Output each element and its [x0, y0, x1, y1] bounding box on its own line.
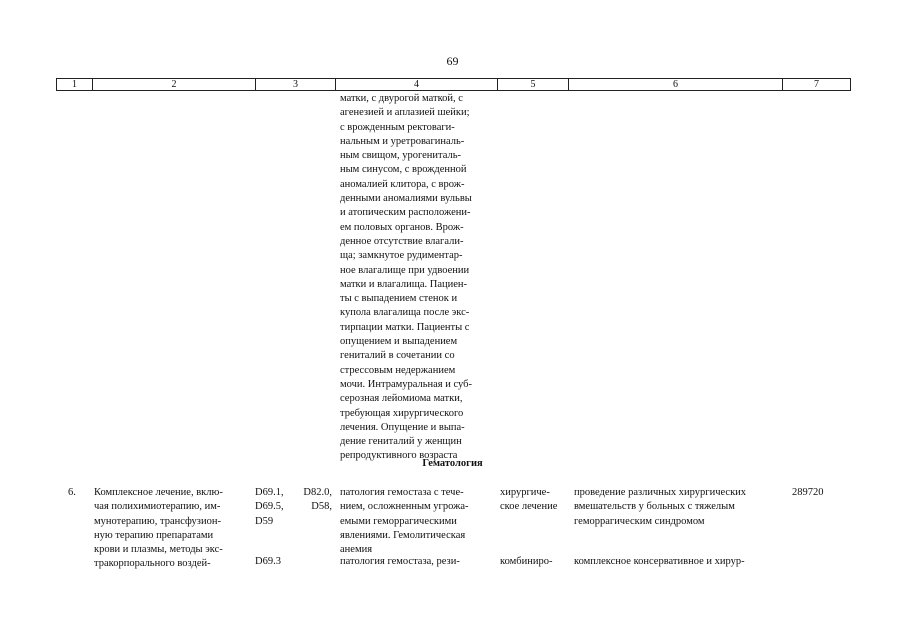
- text-line: матки, с двурогой маткой, с: [340, 93, 463, 104]
- text-line: ты с выпадением стенок и: [340, 293, 458, 305]
- text-line: ща; замкнутое рудиментар-: [340, 250, 463, 262]
- text-line: анемия: [340, 544, 373, 556]
- text-line: нием, осложненным угрожа-: [340, 501, 469, 513]
- text-line: аномалией клитора, с врож-: [340, 178, 465, 190]
- cost-value: 289720: [792, 487, 824, 498]
- text-line: матки и влагалища. Пациен-: [340, 278, 468, 290]
- text-line: гениталий в сочетании со: [340, 350, 455, 362]
- text-line: Комплексное лечение, вклю-: [94, 487, 223, 498]
- text-line: тирпации матки. Пациенты с: [340, 321, 470, 333]
- text-line: ным синусом, с врожденной: [340, 164, 467, 176]
- text-line: ное влагалище при удвоении: [340, 264, 470, 276]
- text-line: и атопическим расположени-: [340, 207, 471, 219]
- text-line: проведение различных хирургических: [574, 487, 747, 498]
- treatment-method-next: комплексное консервативное и хирур-: [574, 556, 745, 567]
- text-line: тракорпорального воздей-: [94, 558, 211, 570]
- header-col-4: 4: [336, 79, 498, 91]
- treatment-type: [500, 486, 570, 515]
- text-line: крови и плазмы, методы экс-: [94, 544, 223, 556]
- header-col-7: 7: [783, 79, 851, 91]
- header-col-1: 1: [57, 79, 93, 91]
- text-line: емыми геморрагическими: [340, 515, 457, 527]
- text-line: лечения. Опущение и выпа-: [340, 421, 465, 433]
- text-line: хирургиче-: [500, 487, 550, 498]
- text-line: купола влагалища после экс-: [340, 307, 470, 319]
- text-line: денными аномалиями вульвы: [340, 193, 472, 205]
- patient-model: [340, 486, 498, 557]
- text-line: мочи. Интрамуральная и суб-: [340, 378, 472, 390]
- icd-code: D58,: [311, 501, 332, 513]
- text-line: явлениями. Гемолитическая: [340, 529, 466, 541]
- text-line: мунотерапию, трансфузион-: [94, 515, 221, 527]
- text-line: агенезией и аплазией шейки;: [340, 107, 470, 119]
- text-line: требующая хирургического: [340, 407, 464, 419]
- patient-model-next: патология гемостаза, рези-: [340, 556, 460, 567]
- row-number: 6.: [68, 487, 76, 498]
- column-number-header: [56, 78, 851, 91]
- icd-code: D82.0,: [303, 487, 332, 498]
- text-line: патология гемостаза с тече-: [340, 487, 464, 498]
- text-line: чая полихимиотерапию, им-: [94, 501, 221, 513]
- text-line: опущением и выпадением: [340, 336, 458, 348]
- icd-code-next: D69.3: [255, 556, 281, 567]
- icd-codes-right: [290, 486, 332, 515]
- text-line: ную терапию препаратами: [94, 529, 214, 541]
- text-line: вмешательств у больных с тяжелым: [574, 501, 735, 513]
- continuation-col4: [340, 92, 498, 464]
- text-line: ным свищом, урогениталь-: [340, 150, 462, 162]
- text-line: ем половых органов. Врож-: [340, 221, 464, 233]
- header-col-3: 3: [256, 79, 336, 91]
- treatment-method: [574, 486, 772, 529]
- text-line: геморрагическим синдромом: [574, 515, 705, 527]
- icd-code: D69.5,: [255, 501, 284, 513]
- text-line: стрессовым недержанием: [340, 364, 456, 376]
- section-heading: Гематология: [422, 458, 483, 469]
- text-line: нальным и уретровагиналь-: [340, 135, 465, 147]
- icd-codes-left: [255, 486, 295, 529]
- page-number: 69: [446, 54, 459, 68]
- text-line: с врожденным ректоваги-: [340, 121, 455, 133]
- text-line: ское лечение: [500, 501, 558, 513]
- text-line: репродуктивного возраста: [340, 450, 458, 462]
- header-col-6: 6: [569, 79, 783, 91]
- text-line: серозная лейомиома матки,: [340, 393, 463, 405]
- treatment-description: [94, 486, 250, 572]
- header-col-5: 5: [498, 79, 569, 91]
- icd-code: D59: [255, 515, 274, 527]
- header-col-2: 2: [93, 79, 256, 91]
- treatment-type-next: комбиниро-: [500, 556, 553, 567]
- text-line: дение гениталий у женщин: [340, 436, 462, 448]
- text-line: денное отсутствие влагали-: [340, 235, 464, 247]
- icd-code: D69.1,: [255, 487, 284, 498]
